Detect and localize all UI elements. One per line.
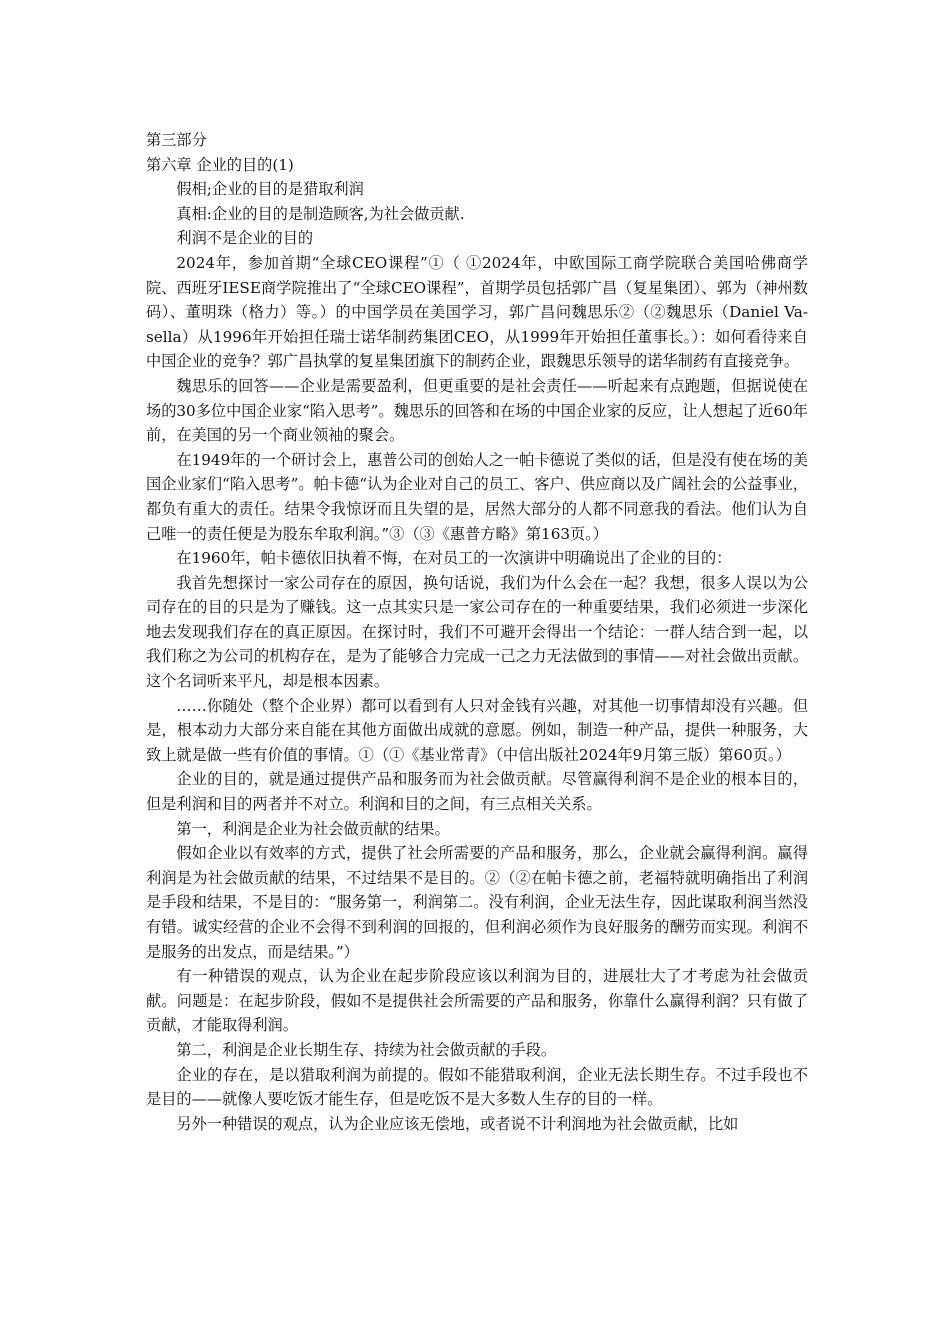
part-title: 第三部分: [146, 131, 207, 149]
document-page: [146, 128, 808, 1136]
quote-paragraph: ……你随处（整个企业界）都可以看到有人只对金钱有兴趣，对其他一切事情却没有兴趣。但是，根本动力大部分来自能在其他方面做出成就的意愿。例如，制造一种产品，提供一种服务，大致上就是做一些有价值的事情。①（①《基业常青》（中信出版社2024年9月第三版）第60页。）: [146, 696, 808, 764]
point-heading: 第一，利润是企业为社会做贡献的结果。: [176, 819, 450, 838]
paragraph: 在1949年的一个研讨会上，惠普公司的创始人之一帕卡德说了类似的话，但是没有使在场的美国企业家们“陷入思考”。帕卡德“认为企业对自己的员工、客户、供应商以及广阔社会的公益事业，都负有重大的责任。结果令我惊讶而且失望的是，居然大部分的人都不同意我的看法。他们认为自己唯一的责任便是为股东牟取利润。”③（③《惠普方略》第163页。）: [146, 450, 808, 543]
paragraph: 企业的目的，就是通过提供产品和服务而为社会做贡献。尽管赢得利润不是企业的根本目的，但是利润和目的两者并不对立。利润和目的之间，有三点相关关系。: [146, 770, 808, 814]
paragraph: 真相:企业的目的是制造顾客,为社会做贡献.: [176, 204, 465, 223]
paragraph: 有一种错误的观点，认为企业在起步阶段应该以利润为目的，进展壮大了才考虑为社会做贡献。问题是：在起步阶段，假如不是提供社会所需要的产品和服务，你靠什么赢得利润？只有做了贡献，才能取得利润。: [146, 967, 808, 1035]
paragraph: 魏思乐的回答——企业是需要盈利，但更重要的是社会责任——听起来有点跑题，但据说使在场的30多位中国企业家“陷入思考”。魏思乐的回答和在场的中国企业家的反应，让人想起了近60年前，在美国的另一个商业领袖的聚会。: [146, 376, 808, 445]
paragraph: 2024年，参加首期“全球CEO课程”①（ ①2024年，中欧国际工商学院联合美国哈佛商学院、西班牙IESE商学院推出了“全球CEO课程”，首期学员包括郭广昌（复星集团）、郭为（神州数码）、董明珠（格力）等。）的中国学员在美国学习，郭广昌问魏思乐②（②魏思乐（Daniel Va-sella）从1996年开始担任瑞士诺华制药集团CEO，从1999年开始担任董事长。）：如何看待来自中国企业的竞争？郭广昌执掌的复星集团旗下的制药企业，跟魏思乐领导的诺华制药有直接竞争。: [146, 253, 808, 371]
chapter-title: 第六章 企业的目的(1): [146, 155, 294, 174]
paragraph: 另外一种错误的观点，认为企业应该无偿地，或者说不计利润地为社会做贡献，比如: [176, 1114, 739, 1133]
paragraph: 在1960年，帕卡德依旧执着不悔，在对员工的一次演讲中明确说出了企业的目的：: [176, 549, 732, 568]
point-heading: 第二，利润是企业长期生存、持续为社会做贡献的手段。: [176, 1040, 557, 1059]
paragraph: 假相;企业的目的是猎取利润: [176, 180, 364, 199]
paragraph: 企业的存在，是以猎取利润为前提的。假如不能猎取利润，企业无法长期生存。不过手段也不是目的——就像人要吃饭才能生存，但是吃饭不是大多数人生存的目的一样。: [146, 1065, 808, 1109]
quote-paragraph: 我首先想探讨一家公司存在的原因，换句话说，我们为什么会在一起？我想，很多人误以为公司存在的目的只是为了赚钱。这一点其实只是一家公司存在的一种重要结果，我们必须进一步深化地去发现我们存在的真正原因。在探讨时，我们不可避开会得出一个结论：一群人结合到一起，以我们称之为公司的机构存在，是为了能够合力完成一己之力无法做到的事情——对社会做出贡献。这个名词听来平凡，却是根本因素。: [146, 573, 808, 691]
section-heading: 利润不是企业的目的: [176, 229, 314, 248]
paragraph: 假如企业以有效率的方式，提供了社会所需要的产品和服务，那么，企业就会赢得利润。赢得利润是为社会做贡献的结果，不过结果不是目的。②（②在帕卡德之前，老福特就明确指出了利润是手段和结果，不是目的：“服务第一，利润第二。没有利润，企业无法生存，因此谋取利润当然没有错。诚实经营的企业不会得不到利润的回报的，但利润必须作为良好服务的酬劳而实现。利润不是服务的出发点，而是结果。”）: [146, 844, 808, 961]
